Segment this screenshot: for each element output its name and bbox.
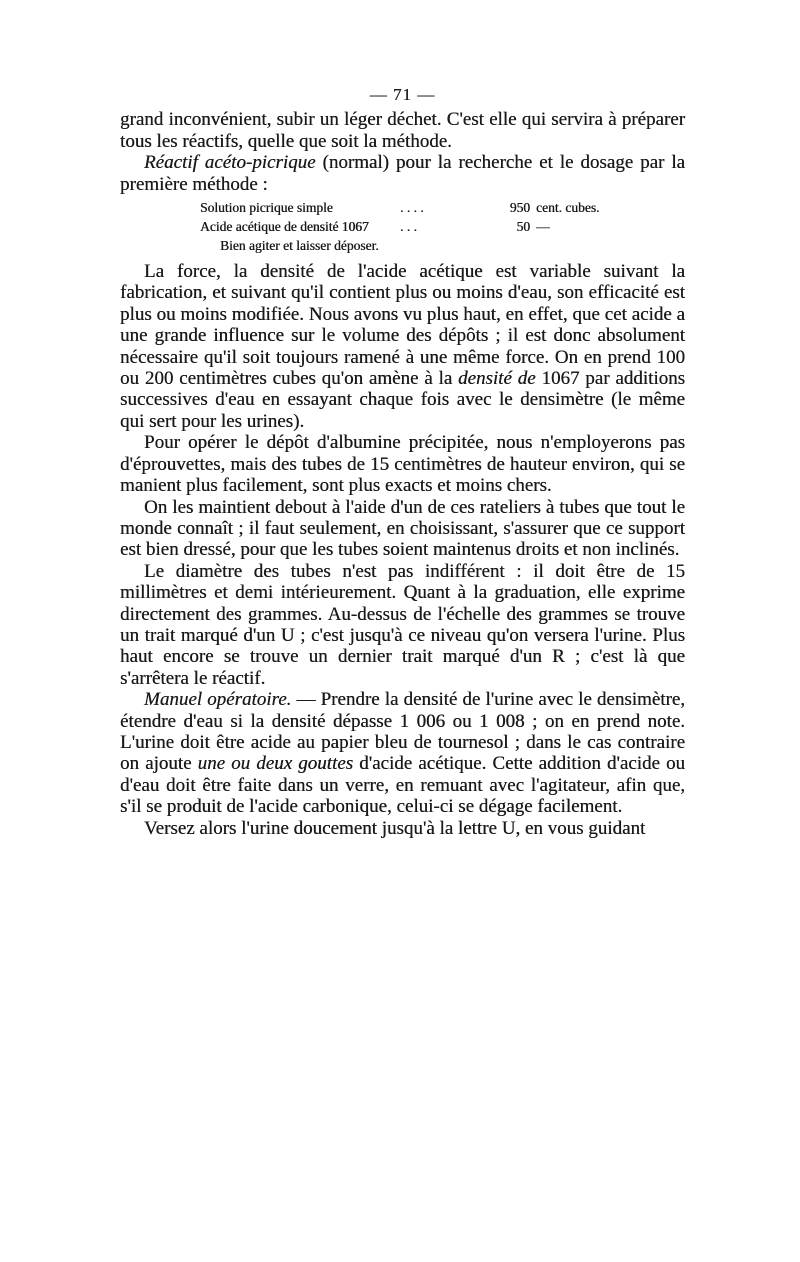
- reactif-title: Réactif acéto-picrique: [144, 152, 316, 174]
- recipe-quantity: 950: [509, 200, 530, 216]
- recipe-quantity: 50: [516, 219, 530, 235]
- versez-paragraph: Versez alors l'urine doucement jusqu'à la lettre U, en vous guidant: [144, 817, 646, 839]
- maintient-paragraph: On les maintient debout à l'aide d'un de ces rateliers à tubes que tout le monde connaît ; il faut seulement, en choisissant, s'assurer que ce support est bien dressé, pour que les tubes soient maintenus droits et non inclinés.: [120, 496, 685, 561]
- force-text: La force, la densité de l'acide acétique est variable suivant la fabrication, et suivant qu'il contient plus ou moins d'eau, son efficacité est plus ou moins modifiée. Nous avons vu plus haut, en effet, que cet acide a une grande influence sur le volume des dépôts ; il est donc absolument nécessaire qu'il soit toujours ramené à une même force. On en prend 100 ou 200 centimètres cubes qu'on amène à la: [120, 261, 685, 390]
- recipe-row: [120, 198, 685, 217]
- manuel-paragraph: [120, 689, 685, 817]
- depot-paragraph: Pour opérer le dépôt d'albumine précipitée, nous n'employerons pas d'éprouvettes, mais des tubes de 15 centimètres de hauteur environ, qui se manient plus facilement, sont plus exacts et moins chers.: [120, 432, 685, 497]
- manuel-italic: une ou deux gouttes: [197, 753, 354, 775]
- manuel-body-b: d'acide acétique. Cette addition d'acide ou d'eau doit être faite dans un verre, en remuant avec l'agitateur, afin que, s'il se produit de l'acide carbonique, celui-ci se dégage facilement.: [120, 753, 685, 818]
- recipe-note: Bien agiter et laisser déposer.: [220, 238, 379, 254]
- intro-paragraph: grand inconvénient, subir un léger déchet. C'est elle qui servira à préparer tous les réactifs, quelle que soit la méthode.: [120, 109, 685, 152]
- recipe-ingredient: Acide acétique de densité 1067: [200, 219, 369, 235]
- reactif-description: (normal) pour la recherche et le dosage par la première méthode :: [120, 152, 685, 195]
- manuel-body-a: — Prendre la densité de l'urine avec le densimètre, étendre d'eau si la densité dépasse 1 006 ou 1 008 ; on en prend note. L'urine doit être acide au papier bleu de tournesol ; dans le cas contraire on ajoute: [120, 689, 685, 775]
- force-paragraph: [120, 261, 685, 432]
- manuel-title: Manuel opératoire.: [144, 689, 292, 711]
- recipe-row: [120, 217, 685, 236]
- page-number: — 71 —: [369, 85, 436, 104]
- reactif-heading-paragraph: [120, 152, 685, 195]
- recipe-unit: —: [536, 219, 550, 235]
- document-page: [120, 84, 685, 839]
- force-italic: densité de: [458, 368, 536, 390]
- recipe-ingredient: Solution picrique simple: [200, 200, 333, 216]
- force-text-end: 1067 par additions successives d'eau en essayant chaque fois avec le densimètre (le même qui sert pour les urines).: [120, 368, 685, 432]
- recipe-dots: . . .: [400, 219, 417, 235]
- recipe-dots: . . . .: [400, 200, 424, 216]
- recipe-unit: cent. cubes.: [536, 200, 600, 216]
- recipe-block: [120, 198, 685, 255]
- diametre-paragraph: Le diamètre des tubes n'est pas indifférent : il doit être de 15 millimètres et demi intérieurement. Quant à la graduation, elle exprime directement des grammes. Au-dessus de l'échelle des grammes se trouve un trait marqué d'un U ; c'est jusqu'à ce niveau qu'on versera l'urine. Plus haut encore se trouve un dernier trait marqué d'un R ; c'est là que s'arrêtera le réactif.: [120, 560, 685, 689]
